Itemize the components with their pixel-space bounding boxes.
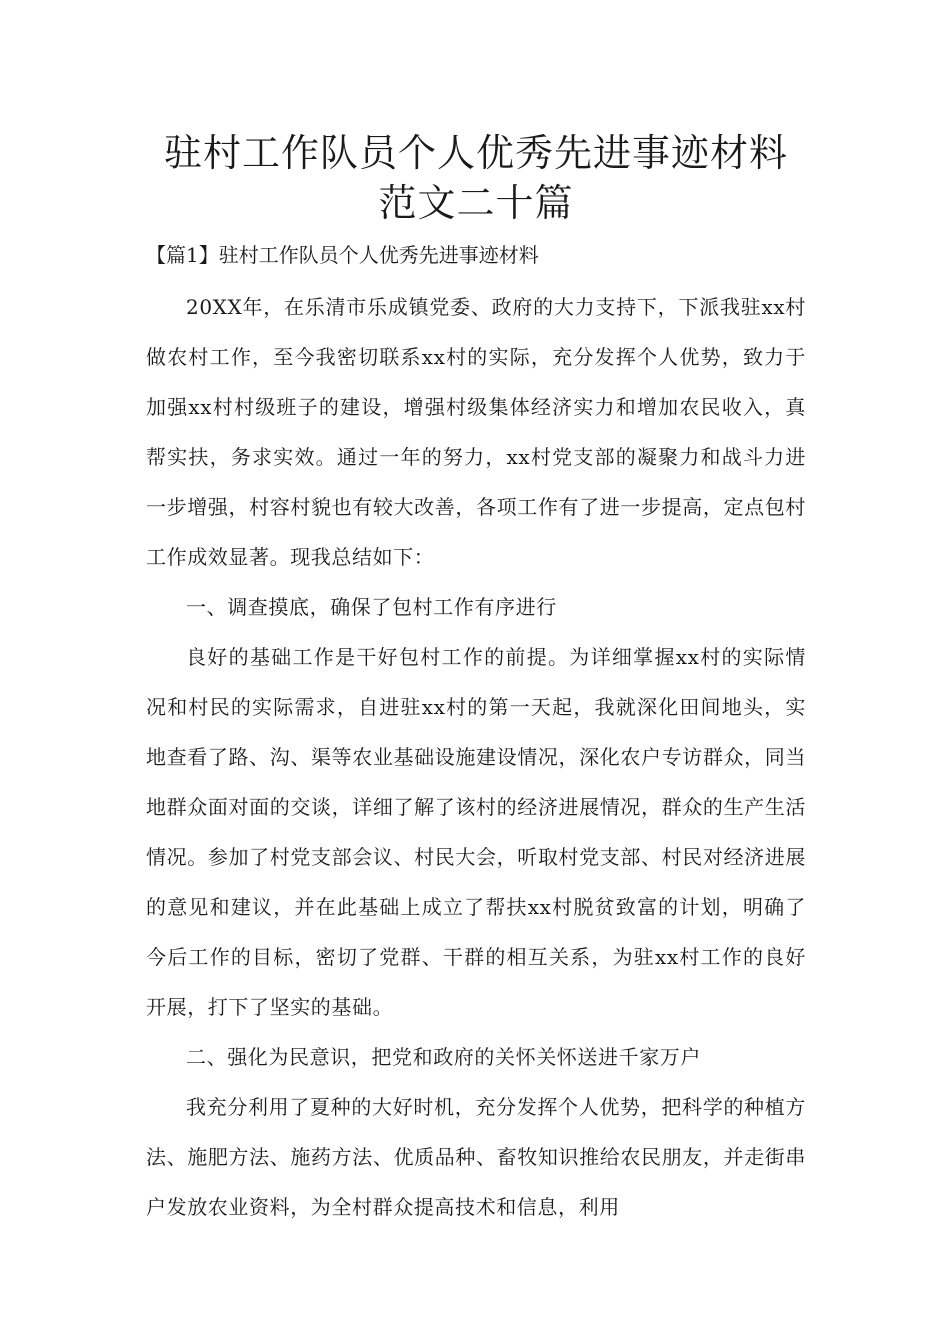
paragraph-service: 我充分利用了夏种的大好时机，充分发挥个人优势，把科学的种植方法、施肥方法、施药方法、优质品种、畜牧知识推给农民朋友，并走街串户发放农业资料，为全村群众提高技术和信息，利用 [146, 1095, 806, 1219]
section-heading: 【篇1】驻村工作队员个人优秀先进事迹材料 [146, 243, 539, 267]
document-body [146, 282, 806, 1232]
paragraph-intro: 20XX年，在乐清市乐成镇党委、政府的大力支持下，下派我驻xx村做农村工作，至今我密切联系xx村的实际，充分发挥个人优势，致力于加强xx村村级班子的建设，增强村级集体经济实力和增加农民收入，真帮实扶，务求实效。通过一年的努力，xx村党支部的凝聚力和战斗力进一步增强，村容村貌也有较大改善，各项工作有了进一步提高，定点包村工作成效显著。现我总结如下： [146, 295, 806, 569]
paragraph-investigation: 良好的基础工作是干好包村工作的前提。为详细掌握xx村的实际情况和村民的实际需求，自进驻xx村的第一天起，我就深化田间地头，实地查看了路、沟、渠等农业基础设施建设情况，深化农户专访群众，同当地群众面对面的交谈，详细了解了该村的经济进展情况，群众的生产生活情况。参加了村党支部会议、村民大会，听取村党支部、村民对经济进展的意见和建议，并在此基础上成立了帮扶xx村脱贫致富的计划，明确了今后工作的目标，密切了党群、干群的相互关系，为驻xx村工作的良好开展，打下了坚实的基础。 [146, 645, 806, 1019]
paragraph-heading-2: 二、强化为民意识，把党和政府的关怀关怀送进千家万户 [186, 1045, 701, 1069]
paragraph-heading-1: 一、调查摸底，确保了包村工作有序进行 [186, 595, 557, 619]
document-title: 驻村工作队员个人优秀先进事迹材料范文二十篇 [163, 131, 788, 225]
